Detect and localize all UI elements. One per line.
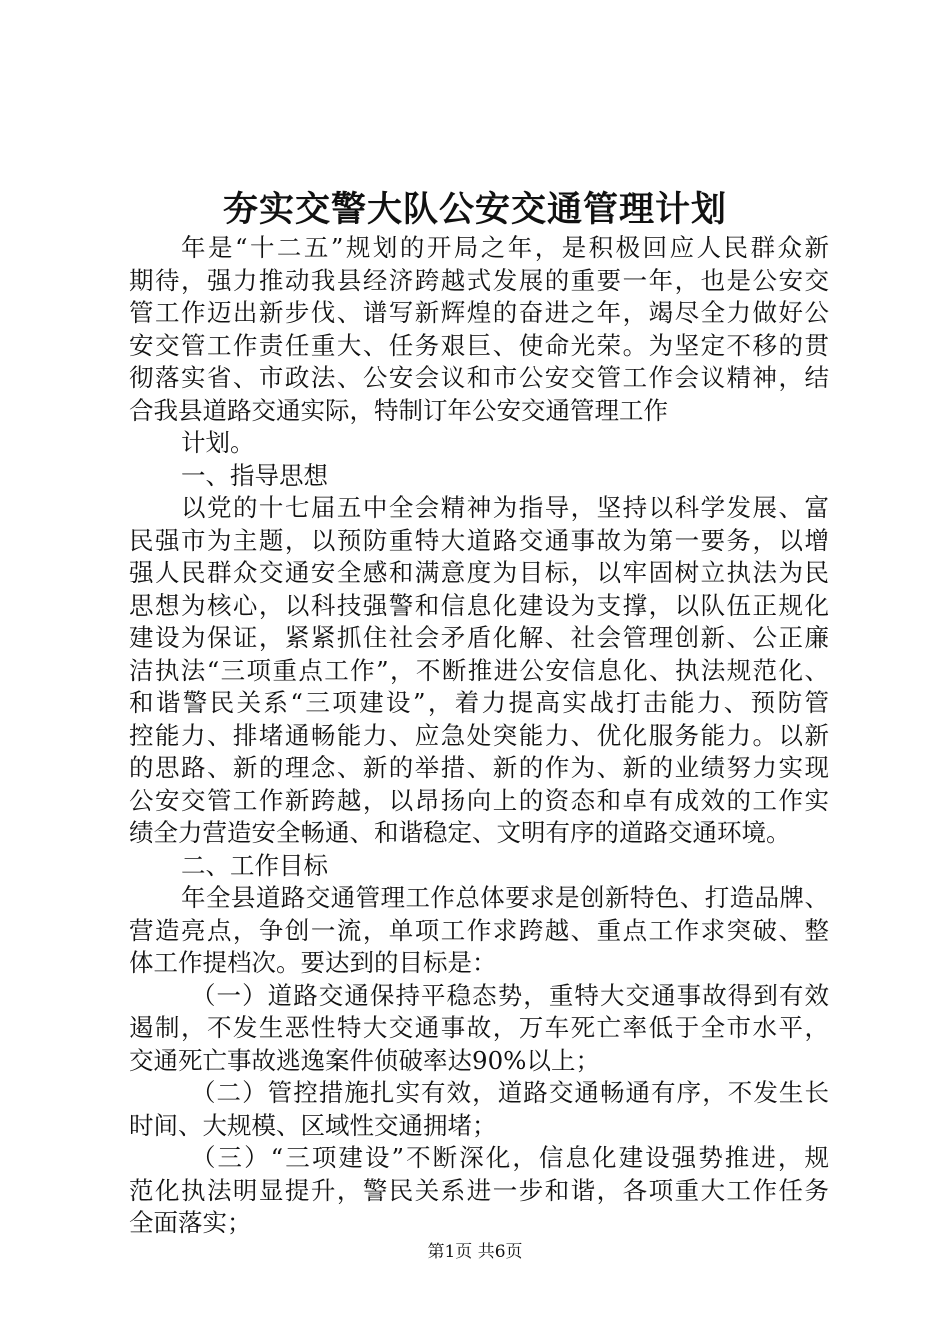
paragraph-line: 控能力、排堵通畅能力、应急处突能力、优化服务能力。以新 bbox=[129, 720, 829, 750]
list-item-line: 范化执法明显提升，警民关系进一步和谐，各项重大工作任务 bbox=[129, 1175, 829, 1205]
list-item-line: 遏制，不发生恶性特大交通事故，万车死亡率低于全市水平， bbox=[129, 1013, 829, 1042]
paragraph-line: 计划。 bbox=[181, 428, 255, 457]
paragraph-line: 公安交管工作新跨越，以昂扬向上的资态和卓有成效的工作实 bbox=[129, 785, 829, 815]
section-heading: 一、指导思想 bbox=[181, 460, 328, 490]
paragraph-line: 彻落实省、市政法、公安会议和市公安交管工作会议精神，结 bbox=[129, 363, 829, 392]
section-heading: 二、工作目标 bbox=[181, 850, 328, 880]
paragraph-line: 思想为核心，以科技强警和信息化建设为支撑，以队伍正规化 bbox=[129, 590, 829, 620]
paragraph-line: 管工作迈出新步伐、谱写新辉煌的奋进之年，竭尽全力做好公 bbox=[129, 298, 829, 327]
paragraph-line: 民强市为主题，以预防重特大道路交通事故为第一要务，以增 bbox=[129, 525, 829, 555]
paragraph-line: 体工作提档次。要达到的目标是： bbox=[129, 948, 497, 977]
document-body bbox=[129, 232, 829, 1240]
list-item-line: 全面落实； bbox=[129, 1208, 252, 1237]
list-item-line: （三）“三项建设”不断深化，信息化建设强势推进，规 bbox=[191, 1143, 829, 1172]
paragraph-line: 营造亮点，争创一流，单项工作求跨越、重点工作求突破、整 bbox=[129, 915, 829, 945]
paragraph-line: 绩全力营造安全畅通、和谐稳定、文明有序的道路交通环境。 bbox=[129, 818, 791, 847]
list-item-line: （二）管控措施扎实有效，道路交通畅通有序，不发生长 bbox=[191, 1078, 829, 1107]
list-item-line: （一）道路交通保持平稳态势，重特大交通事故得到有效 bbox=[191, 980, 829, 1010]
paragraph-line: 强人民群众交通安全感和满意度为目标，以牢固树立执法为民 bbox=[129, 558, 829, 587]
paragraph-line: 年是“十二五”规划的开局之年，是积极回应人民群众新 bbox=[181, 233, 829, 262]
page-number-footer: 第1页 共6页 bbox=[427, 1242, 523, 1262]
paragraph-line: 洁执法“三项重点工作”，不断推进公安信息化、执法规范化、 bbox=[129, 655, 829, 685]
paragraph-line: 建设为保证，紧紧抓住社会矛盾化解、社会管理创新、公正廉 bbox=[129, 623, 829, 652]
paragraph-line: 安交管工作责任重大、任务艰巨、使命光荣。为坚定不移的贯 bbox=[129, 330, 829, 360]
paragraph-line: 的思路、新的理念、新的举措、新的作为、新的业绩努力实现 bbox=[129, 753, 829, 782]
document-title: 夯实交警大队公安交通管理计划 bbox=[222, 189, 727, 230]
paragraph-line: 年全县道路交通管理工作总体要求是创新特色、打造品牌、 bbox=[181, 883, 829, 912]
paragraph-line: 合我县道路交通实际，特制订年公安交通管理工作 bbox=[129, 395, 668, 425]
list-item-line: 交通死亡事故逃逸案件侦破率达90%以上； bbox=[129, 1045, 600, 1075]
paragraph-line: 和谐警民关系“三项建设”，着力提高实战打击能力、预防管 bbox=[129, 688, 829, 717]
list-item-line: 时间、大规模、区域性交通拥堵； bbox=[129, 1110, 497, 1140]
paragraph-line: 以党的十七届五中全会精神为指导，坚持以科学发展、富 bbox=[181, 493, 829, 522]
paragraph-line: 期待，强力推动我县经济跨越式发展的重要一年，也是公安交 bbox=[129, 265, 829, 295]
